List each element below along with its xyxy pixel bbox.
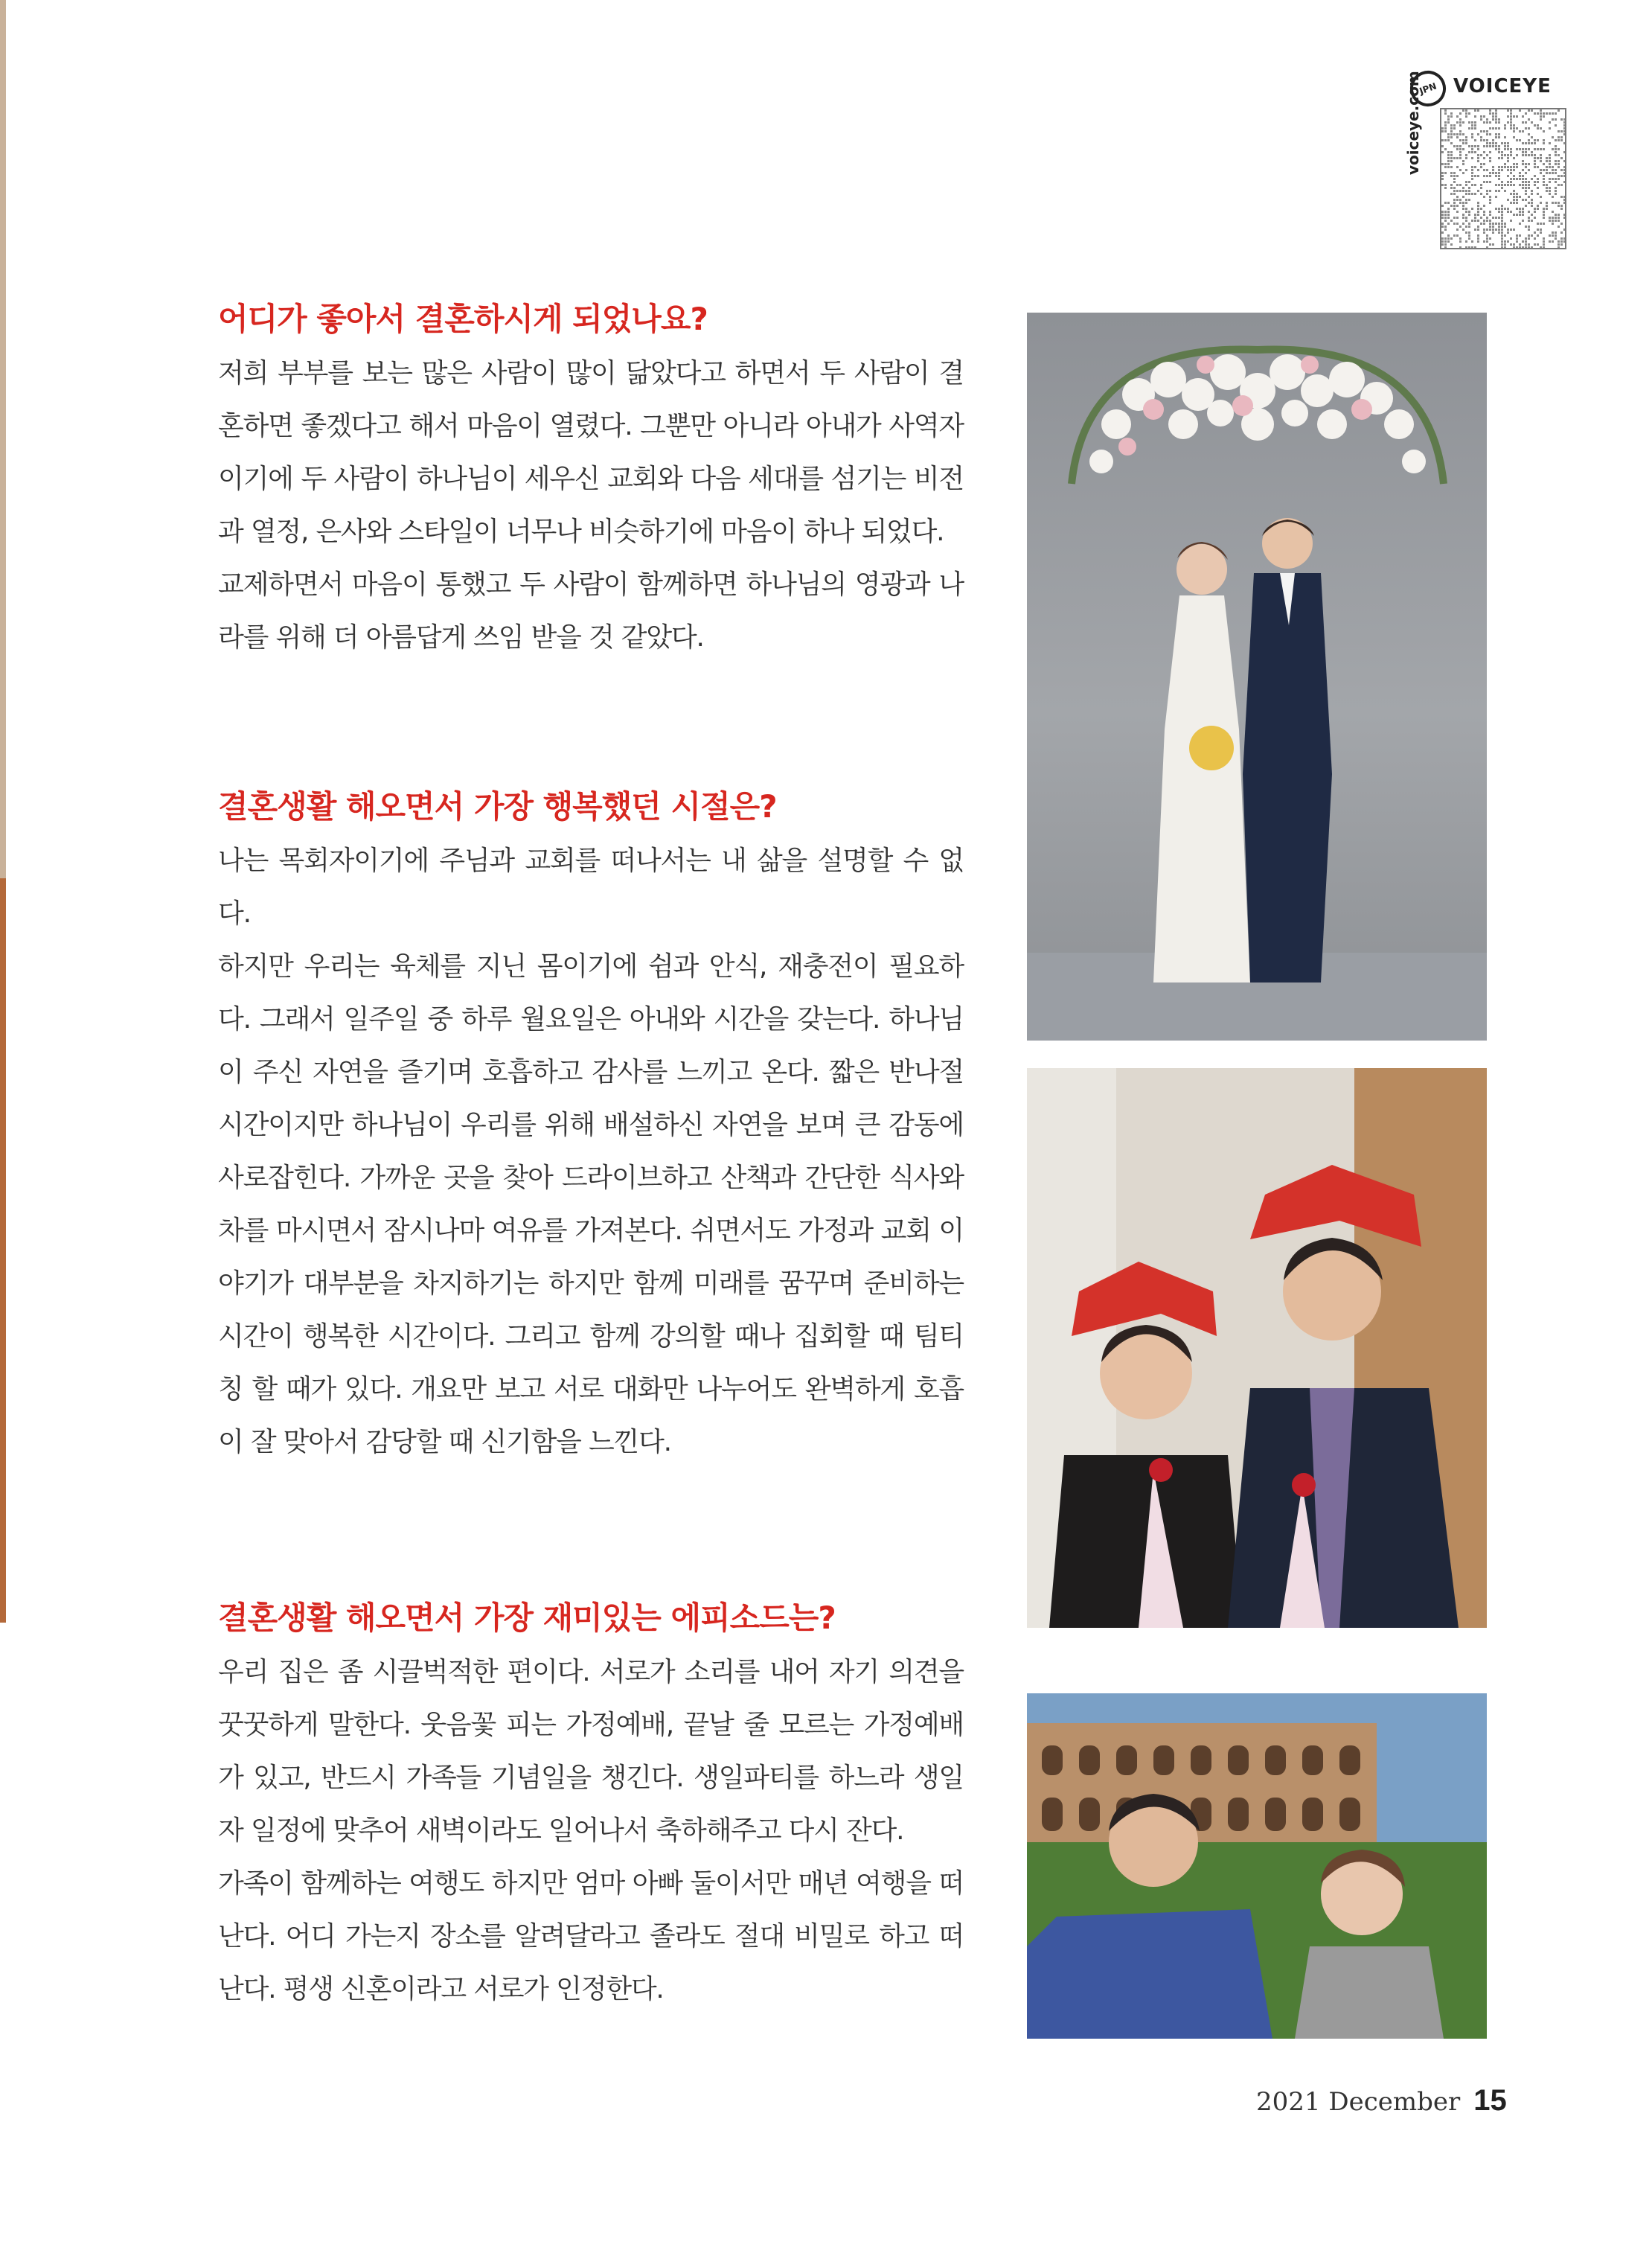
voiceye-url: voiceye.com bbox=[1404, 71, 1422, 175]
bride bbox=[1153, 542, 1250, 982]
section-heading: 결혼생활 해오면서 가장 행복했던 시절은? bbox=[218, 788, 777, 825]
section-happiest-time bbox=[218, 787, 964, 1469]
voiceye-badge bbox=[1404, 71, 1570, 249]
page-footer bbox=[1256, 2084, 1507, 2118]
issue-date: 2021 December bbox=[1256, 2087, 1461, 2117]
voiceye-logo: VOICEYE bbox=[1453, 75, 1552, 98]
paragraph: 교제하면서 마음이 통했고 두 사람이 함께하면 하나님의 영광과 나라를 위해 더 아름답게 쓰임 받을 것 같았다. bbox=[218, 569, 964, 653]
paragraph: 하지만 우리는 육체를 지닌 몸이기에 쉼과 안식, 재충전이 필요하다. 그래서 일주일 중 하루 월요일은 아내와 시간을 갖는다. 하나님이 주신 자연을 즐기며 호흡하고 감사를 느끼고 온다. 짧은 반나절 시간이지만 하나님이 우리를 위해 배설하신 자연을 보며 큰 감동에 사로잡힌다. 가까운 곳을 찾아 드라이브하고 산책과 간단한 식사와 차를 마시면서 잠시나마 여유를 가져본다. 쉬면서도 가정과 교회 이야기가 대부분을 차지하기는 하지만 함께 미래를 꿈꾸며 준비하는 시간이 행복한 시간이다. 그리고 함께 강의할 때나 집회할 때 팀티칭 할 때가 있다. 개요만 보고 서로 대화만 나누어도 완벽하게 호흡이 잘 맞아서 감당할 때 신기함을 느낀다. bbox=[218, 951, 964, 1457]
section-heading: 어디가 좋아서 결혼하시게 되었나요? bbox=[218, 301, 708, 337]
wedding-photo bbox=[1027, 313, 1487, 1041]
section-funny-episode bbox=[218, 1598, 964, 2016]
page-number: 15 bbox=[1473, 2084, 1507, 2117]
paragraph: 우리 집은 좀 시끌벅적한 편이다. 서로가 소리를 내어 자기 의견을 꿋꿋하게 말한다. 웃음꽃 피는 가정예배, 끝날 줄 모르는 가정예배가 있고, 반드시 가족들 기념일을 챙긴다. 생일파티를 하느라 생일자 일정에 맞추어 새벽이라도 일어나서 축하해주고 다시 잔다. bbox=[218, 1657, 964, 1846]
voiceye-code-icon bbox=[1440, 108, 1566, 249]
groom bbox=[1243, 518, 1332, 982]
couple-flower-hat-illustration bbox=[1027, 1068, 1487, 1628]
colosseum-photo bbox=[1027, 1693, 1487, 2039]
paragraph: 저희 부부를 보는 많은 사람이 많이 닮았다고 하면서 두 사람이 결혼하면 좋겠다고 해서 마음이 열렸다. 그뿐만 아니라 아내가 사역자이기에 두 사람이 하나님이 세우신 교회와 다음 세대를 섬기는 비전과 열정, 은사와 스타일이 너무나 비슷하기에 마음이 하나 되었다. bbox=[218, 358, 964, 547]
couple-flower-hat-photo bbox=[1027, 1068, 1487, 1628]
section-heading: 결혼생활 해오면서 가장 재미있는 에피소드는? bbox=[218, 1600, 836, 1636]
section-why-married bbox=[218, 299, 964, 664]
paragraph: 가족이 함께하는 여행도 하지만 엄마 아빠 둘이서만 매년 여행을 떠난다. 어디 가는지 장소를 알려달라고 졸라도 절대 비밀로 하고 떠난다. 평생 신혼이라고 서로가 인정한다. bbox=[218, 1868, 964, 2004]
flower-arch bbox=[1072, 350, 1444, 485]
paragraph: 나는 목회자이기에 주님과 교회를 떠나서는 내 삶을 설명할 수 없다. bbox=[218, 846, 964, 929]
jpn-icon: JPN bbox=[1405, 65, 1451, 112]
colosseum-illustration bbox=[1027, 1693, 1487, 2039]
wedding-photo-illustration bbox=[1027, 313, 1487, 1041]
left-edge-strip-lower bbox=[0, 878, 6, 1623]
